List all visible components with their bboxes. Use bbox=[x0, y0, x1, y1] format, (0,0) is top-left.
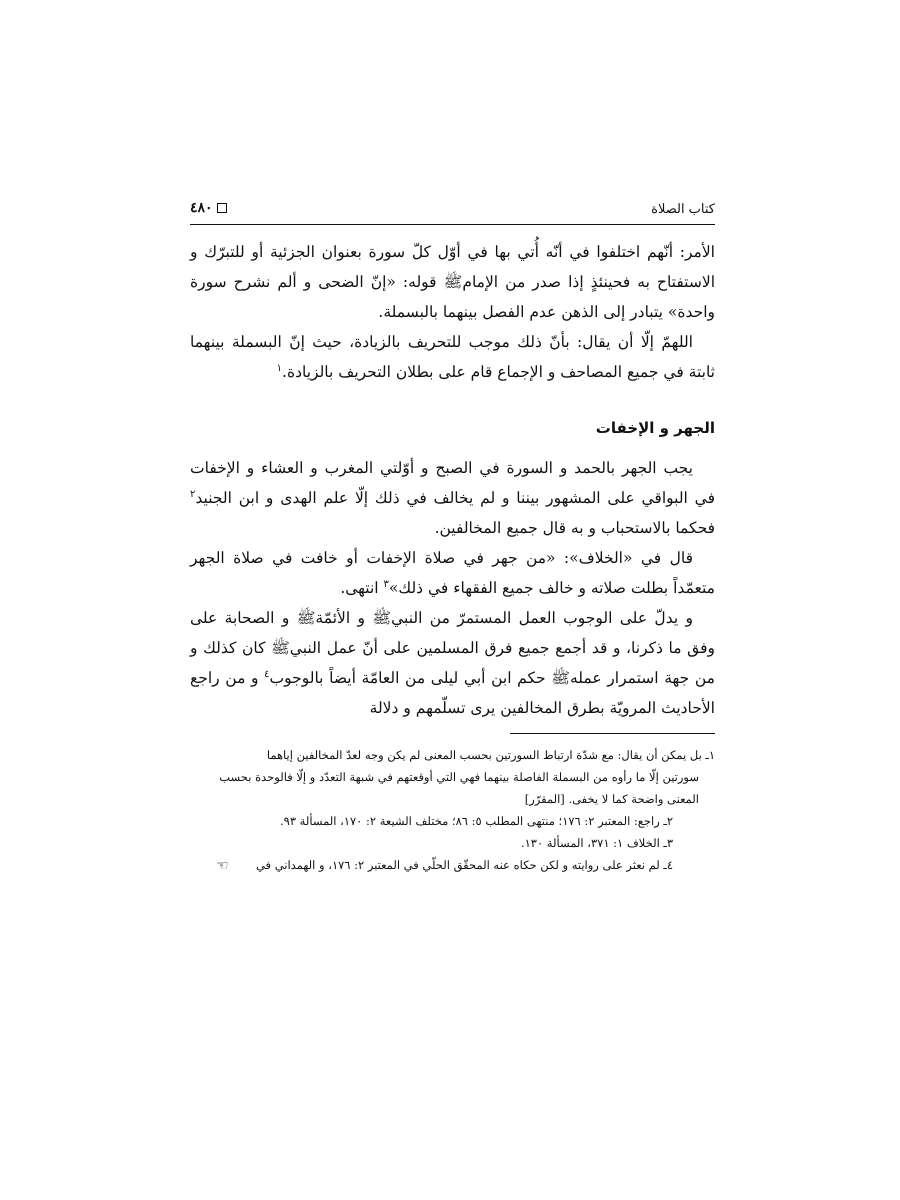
paragraph-2 bbox=[190, 327, 715, 387]
footnote-ref-2: ٢ bbox=[190, 488, 196, 500]
footnote-3: ٣ـ الخلاف ١: ٣٧١، المسألة ١٣٠. bbox=[520, 836, 673, 850]
square-box-icon bbox=[217, 203, 227, 213]
paragraph-4-end: انتهى. bbox=[340, 579, 384, 597]
footnote-ref-4: ٤ bbox=[264, 668, 270, 680]
book-title: كتاب الصلاة bbox=[651, 202, 715, 217]
footnote-1-line-2: سورتين إلّا ما رأوه من البسملة الفاصلة بينهما فهي التي أوقعتهم في شبهة التعدّد و إلّا فالوحدة بحسب bbox=[219, 770, 699, 784]
footnote-4-text: ٤ـ لم نعثر على روايته و لكن حكاه عنه المحقّق الحلّي في المعتبر ٢: ١٧٦، و الهمداني في bbox=[255, 858, 673, 872]
paragraph-5 bbox=[190, 603, 715, 723]
page-number: ٤٨٠ bbox=[190, 200, 213, 216]
section-heading: الجهر و الإخفات bbox=[595, 419, 715, 437]
main-text bbox=[190, 237, 715, 723]
paragraph-2-text: اللهمّ إلّا أن يقال: بأنّ ذلك موجب للتحريف بالزيادة، حيث إنّ البسملة بينهما ثابتة في جميع المصاحف و الإجماع قام على بطلان التحريف بالزيادة. bbox=[190, 333, 715, 381]
footnotes bbox=[190, 744, 715, 876]
paragraph-3 bbox=[190, 453, 715, 543]
footnote-1-line-3: المعنى واضحة كما لا يخفى. [المقرّر] bbox=[524, 792, 699, 806]
page-number-block bbox=[190, 200, 227, 216]
pointing-hand-icon: ☜ bbox=[216, 858, 229, 874]
footnote-divider bbox=[510, 733, 715, 734]
book-page bbox=[190, 196, 715, 876]
footnote-1-line-1: ١ـ بل يمكن أن يقال: مع شدّة ارتباط السورتين بحسب المعنى لم يكن وجه لعدّ المخالفين إياهما bbox=[266, 748, 715, 762]
paragraph-5-end: و من راجع الأحاديث المرويّة بطرق المخالفين يرى تسلّمهم و دلالة bbox=[190, 669, 715, 717]
footnote-2: ٢ـ راجع: المعتبر ٢: ١٧٦؛ منتهى المطلب ٥: ٨٦؛ مختلف الشيعة ٢: ١٧٠، المسألة ٩٣. bbox=[280, 814, 673, 828]
footnote-ref-3: ٣ bbox=[383, 578, 389, 590]
paragraph-5-text: و يدلّ على الوجوب العمل المستمرّ من النبيﷺ و الأئمّةﷺ و الصحابة على وفق ما ذكرنا، و قد أجمع جميع فرق المسلمين على أنّ عمل النبيﷺ كان كذلك و من جهة استمرار عملهﷺ حكم ابن أبي ليلى من العامّة أيضاً بالوجوب bbox=[190, 609, 715, 687]
paragraph-3-end: فحكما بالاستحباب و به قال جميع المخالفين. bbox=[434, 519, 715, 537]
paragraph-1: الأمر: أنّهم اختلفوا في أنّه أُتي بها في أوّل كلّ سورة بعنوان الجزئية أو للتبرّك و الاستفتاح به فحينئذٍ إذا صدر من الإمامﷺ قوله: «إنّ الضحى و ألم نشرح سورة واحدة» يتبادر إلى الذهن عدم الفصل بينهما بالبسملة. bbox=[190, 243, 715, 321]
page-header bbox=[190, 196, 715, 225]
paragraph-3-text: يجب الجهر بالحمد و السورة في الصبح و أوّلتي المغرب و العشاء و الإخفات في البواقي على المشهور بيننا و لم يخالف في ذلك إلّا علم الهدى و ابن الجنيد bbox=[190, 459, 715, 507]
footnote-ref-1: ١ bbox=[276, 362, 283, 374]
paragraph-4-text: قال في «الخلاف»: «من جهر في صلاة الإخفات أو خافت في صلاة الجهر متعمّداً بطلت صلاته و خالف جميع الفقهاء في ذلك» bbox=[190, 549, 715, 597]
paragraph-4 bbox=[190, 543, 715, 603]
footnote-4 bbox=[190, 854, 715, 876]
